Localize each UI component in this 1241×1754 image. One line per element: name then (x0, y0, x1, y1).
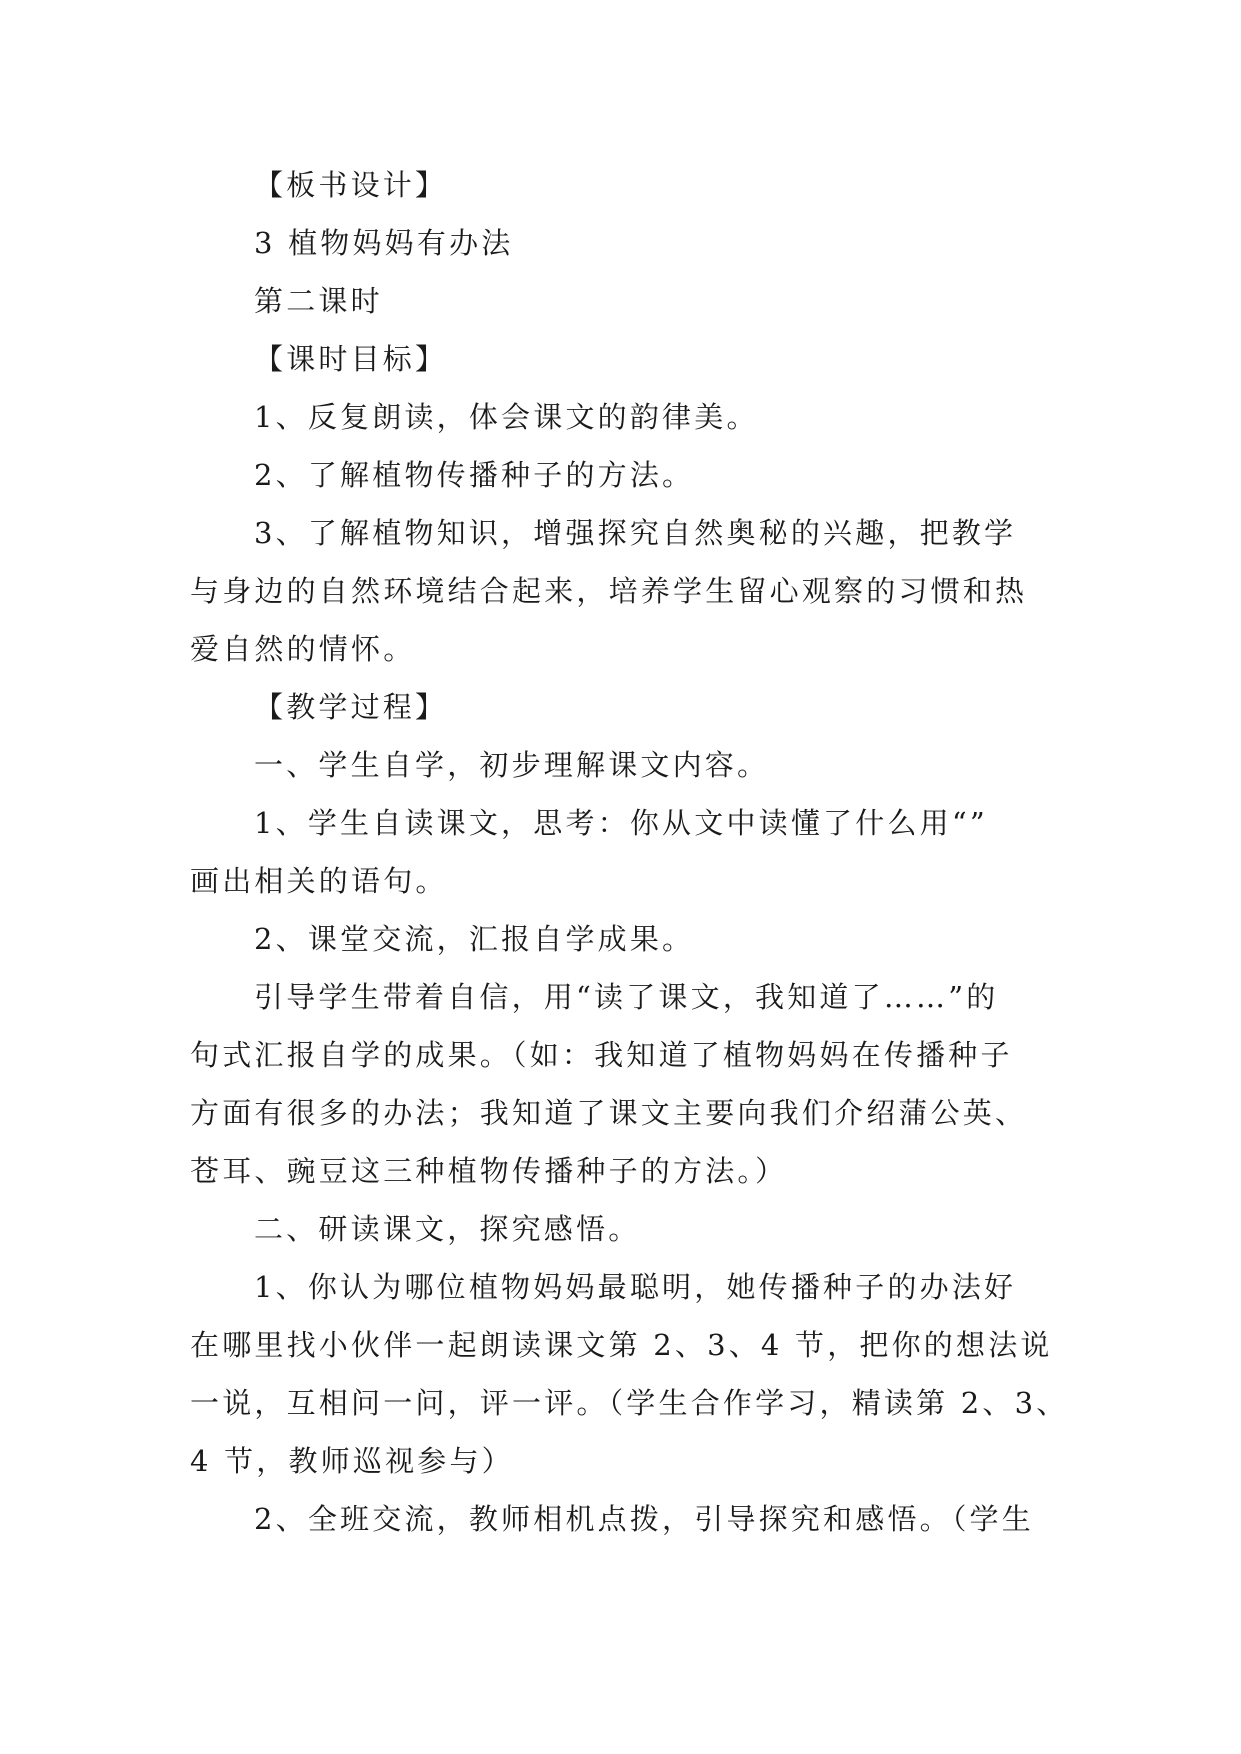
step-heading: 一、学生自学，初步理解课文内容。 (254, 748, 770, 782)
paragraph-line: 句式汇报自学的成果。（如：我知道了植物妈妈在传播种子 (190, 1038, 1013, 1072)
paragraph-line: 苍耳、豌豆这三种植物传播种子的方法。） (190, 1154, 788, 1188)
step-heading: 二、研读课文，探究感悟。 (254, 1212, 641, 1246)
paragraph-line: 1、学生自读课文，思考：你从文中读懂了什么用“” (254, 806, 988, 840)
section-heading-board-design: 【板书设计】 (254, 168, 448, 202)
lesson-period: 第二课时 (254, 284, 383, 318)
paragraph-line: 画出相关的语句。 (190, 864, 448, 898)
paragraph-line: 与身边的自然环境结合起来，培养学生留心观察的习惯和热 (190, 574, 1028, 608)
paragraph-line: 方面有很多的办法；我知道了课文主要向我们介绍蒲公英、 (190, 1096, 1028, 1130)
goal-item: 1、反复朗读，体会课文的韵律美。 (254, 400, 759, 434)
goal-item: 3、了解植物知识，增强探究自然奥秘的兴趣，把教学 (254, 516, 1017, 550)
section-heading-goals: 【课时目标】 (254, 342, 448, 376)
lesson-title: 3 植物妈妈有办法 (254, 226, 514, 260)
section-heading-process: 【教学过程】 (254, 690, 448, 724)
paragraph-line: 爱自然的情怀。 (190, 632, 416, 666)
paragraph-line: 一说，互相问一问，评一评。（学生合作学习，精读第 2、3、 (190, 1386, 1069, 1420)
paragraph-line: 2、课堂交流，汇报自学成果。 (254, 922, 695, 956)
goal-item: 2、了解植物传播种子的方法。 (254, 458, 695, 492)
paragraph-line: 引导学生带着自信，用“读了课文，我知道了……”的 (254, 980, 999, 1014)
paragraph-line: 1、你认为哪位植物妈妈最聪明，她传播种子的办法好 (254, 1270, 1017, 1304)
paragraph-line: 4 节，教师巡视参与） (190, 1444, 514, 1478)
paragraph-line: 2、全班交流，教师相机点拨，引导探究和感悟。（学生 (254, 1502, 1034, 1536)
paragraph-line: 在哪里找小伙伴一起朗读课文第 2、3、4 节，把你的想法说 (190, 1328, 1053, 1362)
